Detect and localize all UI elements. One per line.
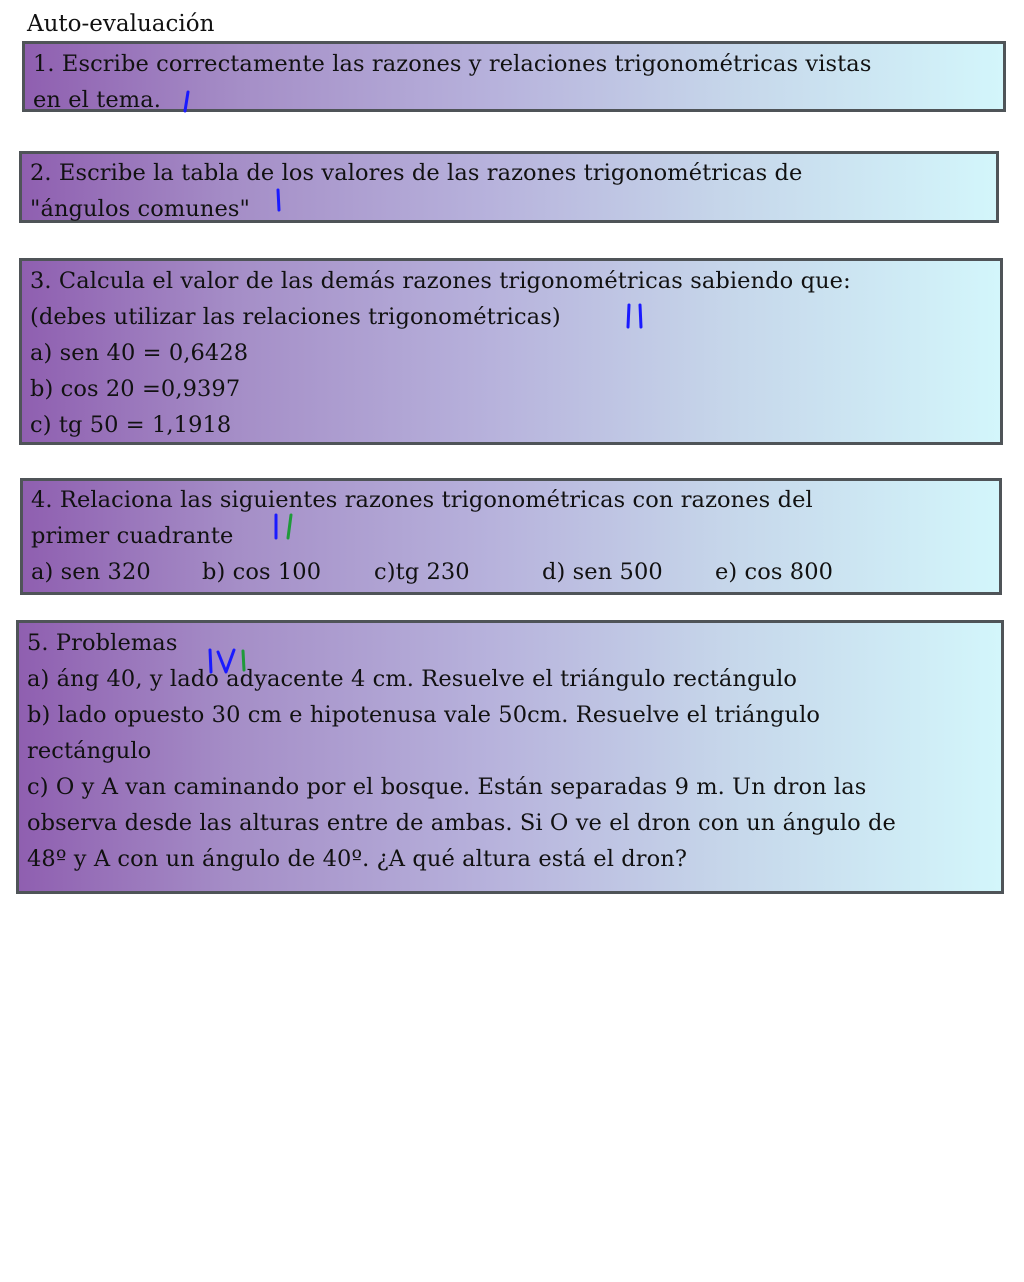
- question-3-item-a: a) sen 40 = 0,6428: [30, 340, 249, 366]
- question-4-line-1: 4. Relaciona las siguientes razones trigonométricas con razones del: [31, 487, 813, 513]
- question-5-item-c-line-2: observa desde las alturas entre de ambas. Si O ve el dron con un ángulo de: [27, 810, 896, 836]
- question-4-item-c: c)tg 230: [374, 559, 470, 585]
- question-5-box: [16, 620, 1004, 894]
- question-4-item-b: b) cos 100: [202, 559, 322, 585]
- question-2-line-2: "ángulos comunes": [30, 196, 250, 222]
- handwritten-tick-mark: [204, 646, 250, 676]
- question-5-item-c-line-3: 48º y A con un ángulo de 40º. ¿A qué altura está el dron?: [27, 846, 688, 872]
- question-4-item-d: d) sen 500: [542, 559, 663, 585]
- question-3-line-2: (debes utilizar las relaciones trigonométricas): [30, 304, 561, 330]
- question-1-box: [22, 41, 1006, 112]
- handwritten-tick-mark: [272, 188, 286, 214]
- question-3-item-c: c) tg 50 = 1,1918: [30, 412, 232, 438]
- question-4-item-e: e) cos 800: [715, 559, 834, 585]
- handwritten-tick-mark: [624, 302, 646, 332]
- question-4-item-a: a) sen 320: [31, 559, 151, 585]
- question-2-line-1: 2. Escribe la tabla de los valores de las razones trigonométricas de: [30, 160, 803, 186]
- handwritten-tick-mark: [180, 90, 194, 114]
- question-4-line-2: primer cuadrante: [31, 523, 234, 549]
- question-3-item-b: b) cos 20 =0,9397: [30, 376, 241, 402]
- question-3-box: [19, 258, 1003, 445]
- question-5-item-b-line-1: b) lado opuesto 30 cm e hipotenusa vale 50cm. Resuelve el triángulo: [27, 702, 821, 728]
- question-5-item-c-line-1: c) O y A van caminando por el bosque. Están separadas 9 m. Un dron las: [27, 774, 867, 800]
- handwritten-tick-mark: [268, 512, 296, 542]
- question-3-line-1: 3. Calcula el valor de las demás razones trigonométricas sabiendo que:: [30, 268, 851, 294]
- question-2-box: [19, 151, 999, 223]
- question-1-line-2: en el tema.: [33, 87, 161, 113]
- question-4-box: [20, 478, 1002, 595]
- question-5-item-a: a) áng 40, y lado adyacente 4 cm. Resuelve el triángulo rectángulo: [27, 666, 798, 692]
- page-title: Auto-evaluación: [27, 11, 215, 37]
- question-1-line-1: 1. Escribe correctamente las razones y relaciones trigonométricas vistas: [33, 51, 872, 77]
- question-5-line-1: 5. Problemas: [27, 630, 178, 656]
- question-4-items-row: [31, 554, 991, 590]
- question-5-item-b-line-2: rectángulo: [27, 738, 152, 764]
